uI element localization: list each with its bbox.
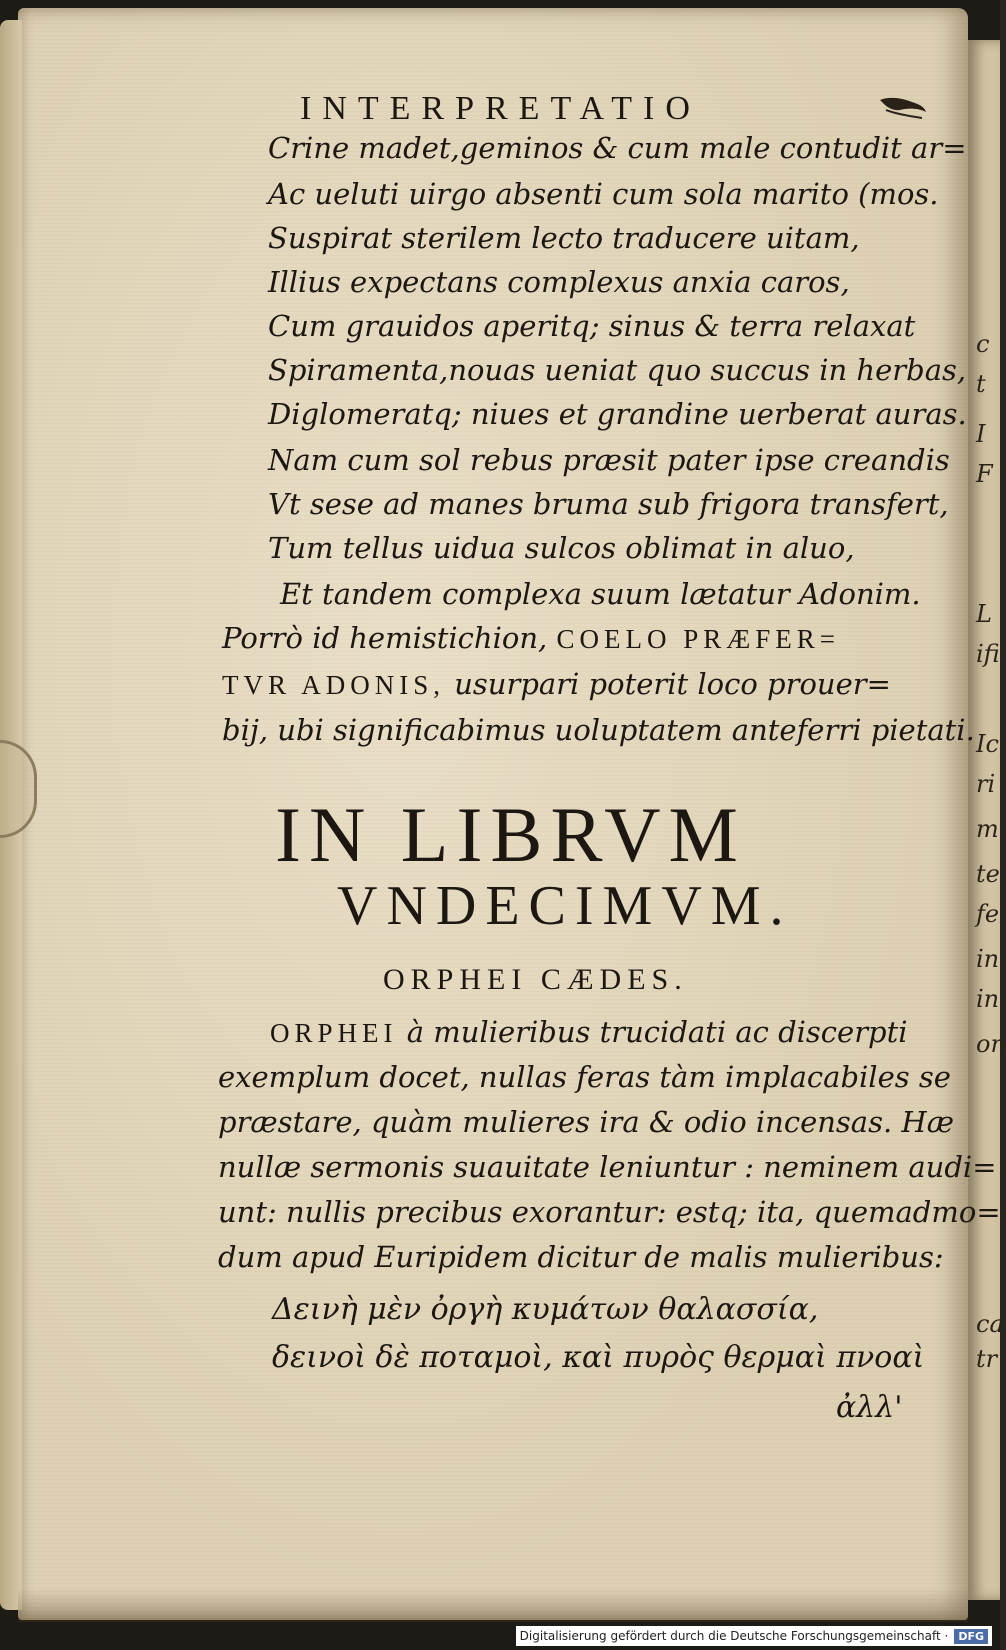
- next-page-letter: on: [976, 1030, 1006, 1058]
- commentary-line: [222, 667, 891, 701]
- next-page-letter: I: [976, 420, 986, 448]
- next-page-letter: c: [976, 330, 990, 358]
- section-title: ORPHEI CÆDES.: [383, 963, 688, 996]
- commentary-caps: TVR ADONIS,: [222, 670, 446, 700]
- catchword: ἀλλ': [836, 1390, 903, 1425]
- digitization-credit: [516, 1626, 992, 1646]
- paragraph-line: nullæ sermonis suauitate leniuntur : neminem audi=: [218, 1150, 997, 1184]
- next-page-letter: L: [976, 600, 992, 628]
- commentary-caps: COELO PRÆFER=: [556, 624, 840, 654]
- credit-text: Digitalisierung gefördert durch die Deutsche Forschungsgemeinschaft ·: [519, 1629, 949, 1643]
- verse-line: Crine madet,geminos & cum male contudit ar=: [268, 131, 967, 165]
- paragraph-text: à mulieribus trucidati ac discerpti: [406, 1015, 908, 1049]
- verse-line: Illius expectans complexus anxia caros,: [268, 265, 850, 299]
- greek-verse-line: Δεινὴ μὲν ὀργὴ κυμάτων θαλασσία,: [272, 1292, 819, 1327]
- verse-line: Ac ueluti uirgo absenti cum sola marito (mos.: [268, 177, 939, 211]
- next-page-letter: in: [976, 945, 1000, 973]
- verse-line: Cum grauidos aperitq; sinus & terra relaxat: [268, 309, 916, 343]
- next-page-letter: tr: [976, 1345, 998, 1373]
- verse-line: Nam cum sol rebus præsit pater ipse creandis: [268, 443, 950, 477]
- paragraph-lead-caps: ORPHEI: [270, 1018, 398, 1048]
- next-page-letter: Ic: [976, 730, 999, 758]
- book-subheading: VNDECIMVM.: [337, 875, 793, 937]
- next-page-letter: t: [976, 370, 986, 398]
- verse-line: Suspirat sterilem lecto traducere uitam,: [268, 221, 860, 255]
- next-page-letter: fe: [976, 900, 1000, 928]
- book-heading: IN LIBRVM: [275, 791, 746, 878]
- paragraph-line: præstare, quàm mulieres ira & odio incensas. Hæ: [218, 1105, 954, 1139]
- verse-line: Spiramenta,nouas ueniat quo succus in herbas,: [268, 353, 967, 387]
- next-page-letter: ifi: [976, 640, 1000, 668]
- verse-line: Vt sese ad manes bruma sub frigora transfert,: [268, 487, 949, 521]
- next-page-letter: ca: [976, 1310, 1004, 1338]
- next-page-letter: F: [976, 460, 993, 488]
- verse-line: Et tandem complexa suum lætatur Adonim.: [280, 577, 921, 611]
- commentary-text: Porrò id hemistichion,: [222, 621, 548, 655]
- dfg-logo: DFG: [954, 1629, 988, 1644]
- paragraph-line: exemplum docet, nullas feras tàm implacabiles se: [218, 1060, 951, 1094]
- paragraph-line: unt: nullis precibus exorantur: estq; ita, quemadmo=: [218, 1195, 1001, 1229]
- next-page-letter: te: [976, 860, 1000, 888]
- next-page-letter: in: [976, 985, 1000, 1013]
- commentary-line: [222, 621, 840, 655]
- paragraph-line: [270, 1015, 908, 1049]
- paragraph-line: dum apud Euripidem dicitur de malis mulieribus:: [218, 1240, 944, 1274]
- verse-line: Diglomeratq; niues et grandine uerberat auras.: [268, 397, 967, 431]
- ornament-icon: [878, 94, 928, 122]
- next-page-letter: m: [976, 815, 999, 843]
- verse-line: Tum tellus uidua sulcos oblimat in aluo,: [268, 531, 855, 565]
- greek-verse-line: δεινοὶ δὲ ποταμοὶ, καὶ πυρὸς θερμαὶ πνοαὶ: [272, 1340, 925, 1375]
- commentary-line: bij, ubi significabimus uoluptatem anteferri pietati.: [222, 713, 975, 747]
- running-head: INTERPRETATIO: [300, 90, 701, 127]
- commentary-text: usurpari poterit loco prouer=: [454, 667, 891, 701]
- next-page-letter: ri: [976, 770, 996, 798]
